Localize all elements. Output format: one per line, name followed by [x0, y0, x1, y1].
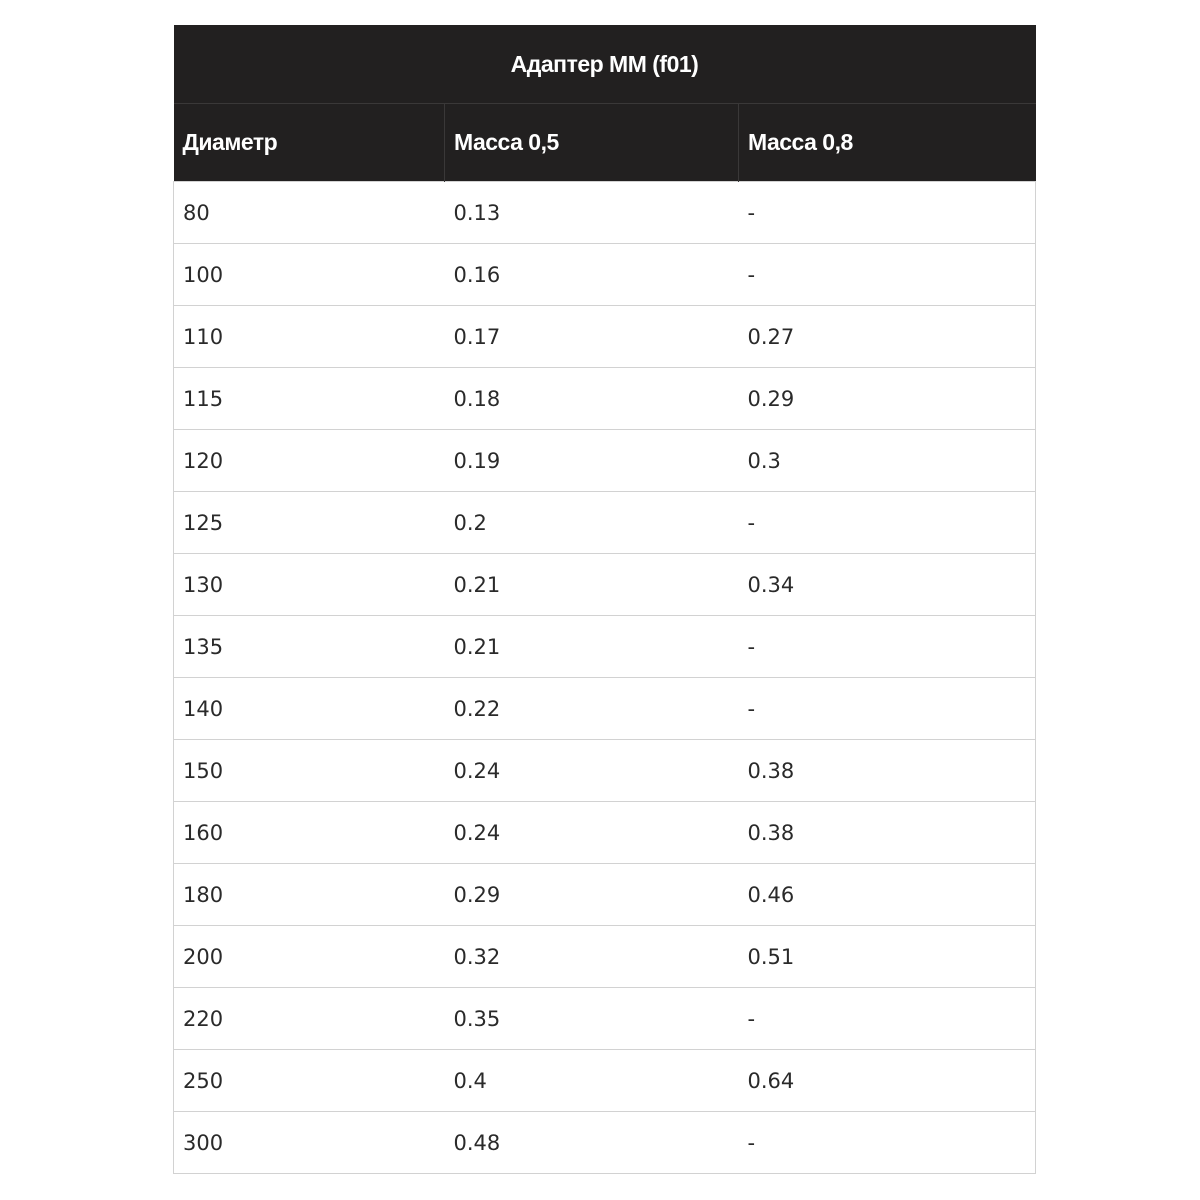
cell-mass-0-5: 0.21 — [445, 554, 739, 616]
table-row — [174, 988, 1036, 1050]
cell-diameter: 160 — [174, 802, 445, 864]
cell-diameter: 80 — [174, 182, 445, 244]
table-row — [174, 492, 1036, 554]
cell-mass-0-5: 0.13 — [445, 182, 739, 244]
cell-mass-0-8: 0.64 — [739, 1050, 1036, 1112]
cell-mass-0-5: 0.18 — [445, 368, 739, 430]
cell-mass-0-5: 0.17 — [445, 306, 739, 368]
cell-mass-0-8: 0.51 — [739, 926, 1036, 988]
cell-mass-0-8: - — [739, 678, 1036, 740]
table-row — [174, 1050, 1036, 1112]
cell-mass-0-8: 0.38 — [739, 802, 1036, 864]
cell-diameter: 140 — [174, 678, 445, 740]
cell-diameter: 115 — [174, 368, 445, 430]
cell-mass-0-5: 0.22 — [445, 678, 739, 740]
cell-mass-0-5: 0.48 — [445, 1112, 739, 1174]
table-row — [174, 1112, 1036, 1174]
cell-diameter: 100 — [174, 244, 445, 306]
cell-mass-0-5: 0.16 — [445, 244, 739, 306]
cell-mass-0-8: - — [739, 988, 1036, 1050]
cell-diameter: 250 — [174, 1050, 445, 1112]
table-row — [174, 368, 1036, 430]
cell-mass-0-8: 0.3 — [739, 430, 1036, 492]
cell-mass-0-8: - — [739, 182, 1036, 244]
table-row — [174, 802, 1036, 864]
cell-mass-0-8: - — [739, 492, 1036, 554]
cell-mass-0-8: - — [739, 1112, 1036, 1174]
cell-mass-0-8: - — [739, 244, 1036, 306]
cell-mass-0-5: 0.32 — [445, 926, 739, 988]
cell-mass-0-8: 0.27 — [739, 306, 1036, 368]
cell-mass-0-5: 0.29 — [445, 864, 739, 926]
table-row — [174, 554, 1036, 616]
cell-diameter: 220 — [174, 988, 445, 1050]
cell-mass-0-5: 0.4 — [445, 1050, 739, 1112]
cell-mass-0-8: 0.46 — [739, 864, 1036, 926]
table-row — [174, 740, 1036, 802]
table-row — [174, 678, 1036, 740]
cell-mass-0-8: 0.34 — [739, 554, 1036, 616]
spec-table-container — [173, 25, 1035, 1174]
cell-mass-0-5: 0.2 — [445, 492, 739, 554]
cell-mass-0-5: 0.24 — [445, 740, 739, 802]
table-row — [174, 244, 1036, 306]
cell-mass-0-5: 0.35 — [445, 988, 739, 1050]
cell-diameter: 200 — [174, 926, 445, 988]
table-row — [174, 926, 1036, 988]
table-row — [174, 430, 1036, 492]
table-row — [174, 864, 1036, 926]
table-header-row — [174, 104, 1036, 182]
table-title: Адаптер ММ (f01) — [174, 25, 1036, 104]
cell-mass-0-5: 0.24 — [445, 802, 739, 864]
cell-mass-0-8: 0.29 — [739, 368, 1036, 430]
cell-mass-0-8: 0.38 — [739, 740, 1036, 802]
table-title-row — [174, 25, 1036, 104]
table-row — [174, 616, 1036, 678]
cell-diameter: 120 — [174, 430, 445, 492]
cell-mass-0-5: 0.19 — [445, 430, 739, 492]
cell-diameter: 110 — [174, 306, 445, 368]
table-body — [174, 182, 1036, 1174]
cell-diameter: 125 — [174, 492, 445, 554]
cell-diameter: 135 — [174, 616, 445, 678]
table-row — [174, 182, 1036, 244]
spec-table — [173, 25, 1036, 1174]
cell-mass-0-5: 0.21 — [445, 616, 739, 678]
cell-diameter: 180 — [174, 864, 445, 926]
table-row — [174, 306, 1036, 368]
header-mass-0-8: Масса 0,8 — [739, 104, 1036, 182]
header-mass-0-5: Масса 0,5 — [445, 104, 739, 182]
cell-diameter: 150 — [174, 740, 445, 802]
header-diameter: Диаметр — [174, 104, 445, 182]
cell-diameter: 130 — [174, 554, 445, 616]
cell-mass-0-8: - — [739, 616, 1036, 678]
cell-diameter: 300 — [174, 1112, 445, 1174]
